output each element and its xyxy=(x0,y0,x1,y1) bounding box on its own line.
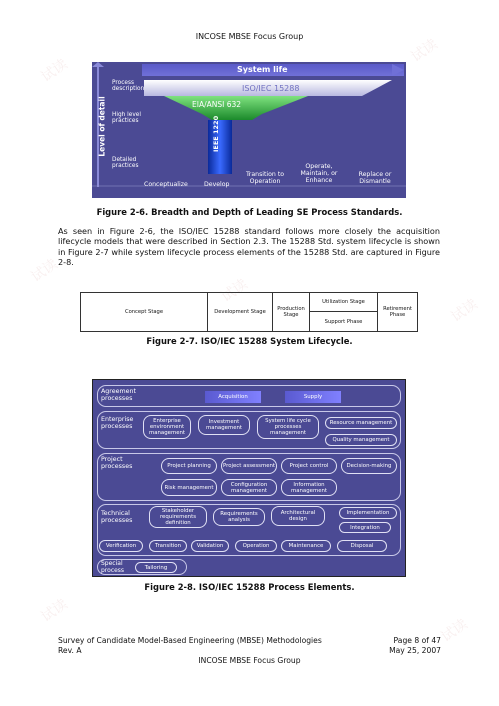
watermark: 试读 xyxy=(448,296,481,326)
special-label: Special process xyxy=(101,560,125,574)
project-planning: Project planning xyxy=(161,458,217,474)
project-label: Project processes xyxy=(101,456,133,470)
phase-operate: Operate, Maintain, or Enhance xyxy=(300,163,338,184)
row-label-detailed: Detailed practices xyxy=(112,157,139,169)
figure-2-6-caption: Figure 2-6. Breadth and Depth of Leading SE Process Standards. xyxy=(96,207,403,217)
decision-making: Decision-making xyxy=(341,458,397,474)
support-phase: Support Phase xyxy=(310,312,378,331)
stakeholder-req-def: Stakeholder requirements definition xyxy=(149,506,207,528)
footer-page: Page 8 of 47 xyxy=(393,636,441,645)
figure-2-7-caption: Figure 2-7. ISO/IEC 15288 System Lifecycle. xyxy=(146,336,353,346)
body-paragraph: As seen in Figure 2-6, the ISO/IEC 15288 standard follows more closely the acquisition lifecycle models that were described in Section 2.3. The 15288 Std. system lifecycle is shown in Figure 2-7 while system lifecycle process elements of the 15288 Std. are captured in Figure 2-8. xyxy=(58,226,440,268)
footer-group: INCOSE MBSE Focus Group xyxy=(198,656,301,665)
architectural-design: Architectural design xyxy=(271,506,325,526)
level-of-detail-label: Level of detail xyxy=(97,96,107,157)
integration: Integration xyxy=(339,522,391,533)
footer-revision: Rev. A xyxy=(58,646,82,655)
watermark: 试读 xyxy=(28,256,61,286)
watermark: 试读 xyxy=(408,36,441,66)
utilization-stage: Utilization Stage xyxy=(310,293,378,312)
verification: Verification xyxy=(99,540,143,552)
transition: Transition xyxy=(149,540,187,552)
page-header: INCOSE MBSE Focus Group xyxy=(195,32,304,41)
project-control: Project control xyxy=(281,458,337,474)
standard-iso15288: ISO/IEC 15288 xyxy=(242,84,300,93)
system-life-label: System life xyxy=(237,65,288,74)
project-assessment: Project assessment xyxy=(221,458,277,474)
agreement-label: Agreement processes xyxy=(101,388,136,402)
concept-stage: Concept Stage xyxy=(81,293,208,331)
operation: Operation xyxy=(235,540,277,552)
standard-eia632: EIA/ANSI 632 xyxy=(192,100,242,109)
watermark: 试读 xyxy=(38,596,71,626)
maintenance: Maintenance xyxy=(281,540,331,552)
configuration-mgmt: Configuration management xyxy=(221,479,277,496)
enterprise-environment-mgmt: Enterprise environment management xyxy=(143,415,191,439)
tailoring: Tailoring xyxy=(135,562,177,573)
risk-mgmt: Risk management xyxy=(161,479,217,496)
watermark: 试读 xyxy=(38,56,71,86)
figure-2-7 xyxy=(80,292,418,332)
watermark: 试读 xyxy=(438,616,471,646)
figure-2-8-caption: Figure 2-8. ISO/IEC 15288 Process Elements. xyxy=(144,582,355,592)
footer-date: May 25, 2007 xyxy=(389,646,441,655)
supply-arrow: Supply xyxy=(285,391,341,403)
quality-mgmt: Quality management xyxy=(325,434,397,446)
requirements-analysis: Requirements analysis xyxy=(213,508,265,526)
standard-ieee1220: IEEE 1220 xyxy=(212,115,220,152)
figure-2-6 xyxy=(92,62,406,198)
development-stage: Development Stage xyxy=(208,293,273,331)
phase-replace: Replace or Dismantle xyxy=(358,171,392,185)
resource-mgmt: Resource management xyxy=(325,417,397,429)
footer-title: Survey of Candidate Model-Based Engineering (MBSE) Methodologies xyxy=(58,636,322,645)
system-lifecycle-mgmt: System life cycle processes management xyxy=(257,415,319,439)
row-label-process-description: Process description xyxy=(112,80,145,92)
investment-mgmt: Investment management xyxy=(198,415,250,435)
row-label-high-level: High level practices xyxy=(112,112,141,124)
production-stage: Production Stage xyxy=(273,293,310,331)
implementation: Implementation xyxy=(339,507,397,519)
information-mgmt: Information management xyxy=(281,479,337,496)
disposal: Disposal xyxy=(337,540,387,552)
phase-conceptualize: Conceptualize xyxy=(144,181,188,188)
retirement-phase: Retirement Phase xyxy=(383,306,412,318)
technical-label: Technical processes xyxy=(101,510,133,524)
figure-2-8 xyxy=(92,379,406,577)
watermark: 试读 xyxy=(218,276,251,306)
phase-transition: Transition to Operation xyxy=(245,171,285,185)
enterprise-label: Enterprise processes xyxy=(101,416,134,430)
acquisition-arrow: Acquisition xyxy=(205,391,261,403)
phase-develop: Develop xyxy=(204,181,230,188)
validation: Validation xyxy=(191,540,229,552)
